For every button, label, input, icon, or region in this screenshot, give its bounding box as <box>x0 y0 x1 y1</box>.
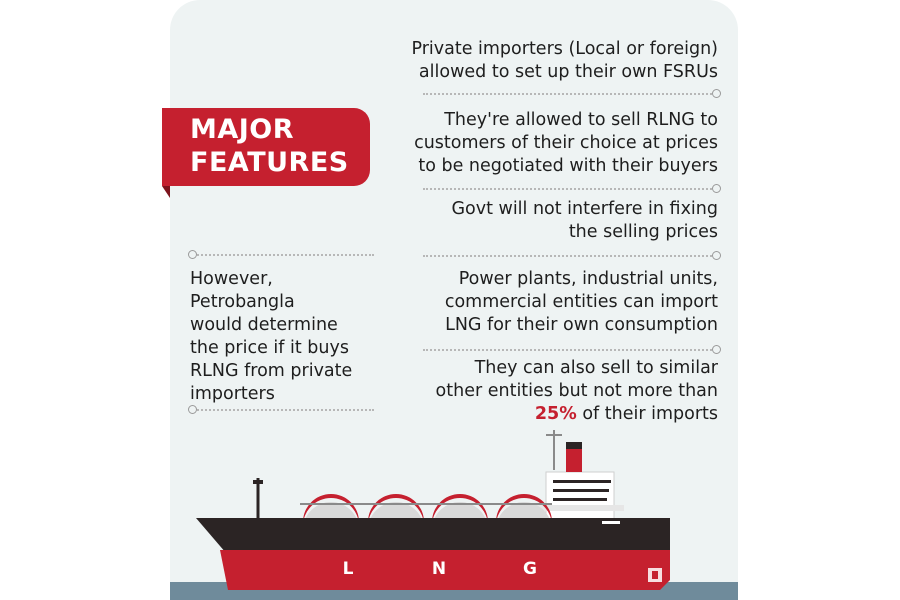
hull-letter-g: G <box>523 559 537 579</box>
feature-5-line-2: other entities but not more than <box>435 381 718 401</box>
hull-letter-n: N <box>431 559 447 579</box>
side-note: However, Petrobangla would determine the price if it buys RLNG from private importers <box>190 269 353 404</box>
ship-funnel <box>566 442 582 472</box>
stern-mark <box>648 568 662 582</box>
feature-1-line-2: allowed to set up their own FSRUs <box>418 62 718 82</box>
banner-title: MAJOR FEATURES <box>190 114 349 178</box>
feature-2-line-1: They're allowed to sell RLNG to <box>444 110 718 130</box>
feature-3-line-1: Govt will not interfere in fixing <box>451 199 718 219</box>
radar-mast <box>546 430 562 470</box>
feature-5-line-3-rest: of their imports <box>576 404 718 424</box>
feature-4-line-3: LNG for their own consumption <box>445 315 718 335</box>
feature-4-line-1: Power plants, industrial units, <box>458 269 718 289</box>
feature-2-line-3: to be negotiated with their buyers <box>418 156 718 176</box>
feature-4-line-2: commercial entities can import <box>444 292 718 312</box>
feature-5-line-1: They can also sell to similar <box>474 358 718 378</box>
feature-1-line-1: Private importers (Local or foreign) <box>411 39 718 59</box>
feature-2-line-2: customers of their choice at prices <box>414 133 718 153</box>
ship-hull <box>196 518 670 590</box>
bow-mast <box>253 478 263 520</box>
feature-3-line-2: the selling prices <box>568 222 718 242</box>
percentage-highlight: 25% <box>534 404 577 424</box>
hull-letter-l: L <box>342 559 354 579</box>
